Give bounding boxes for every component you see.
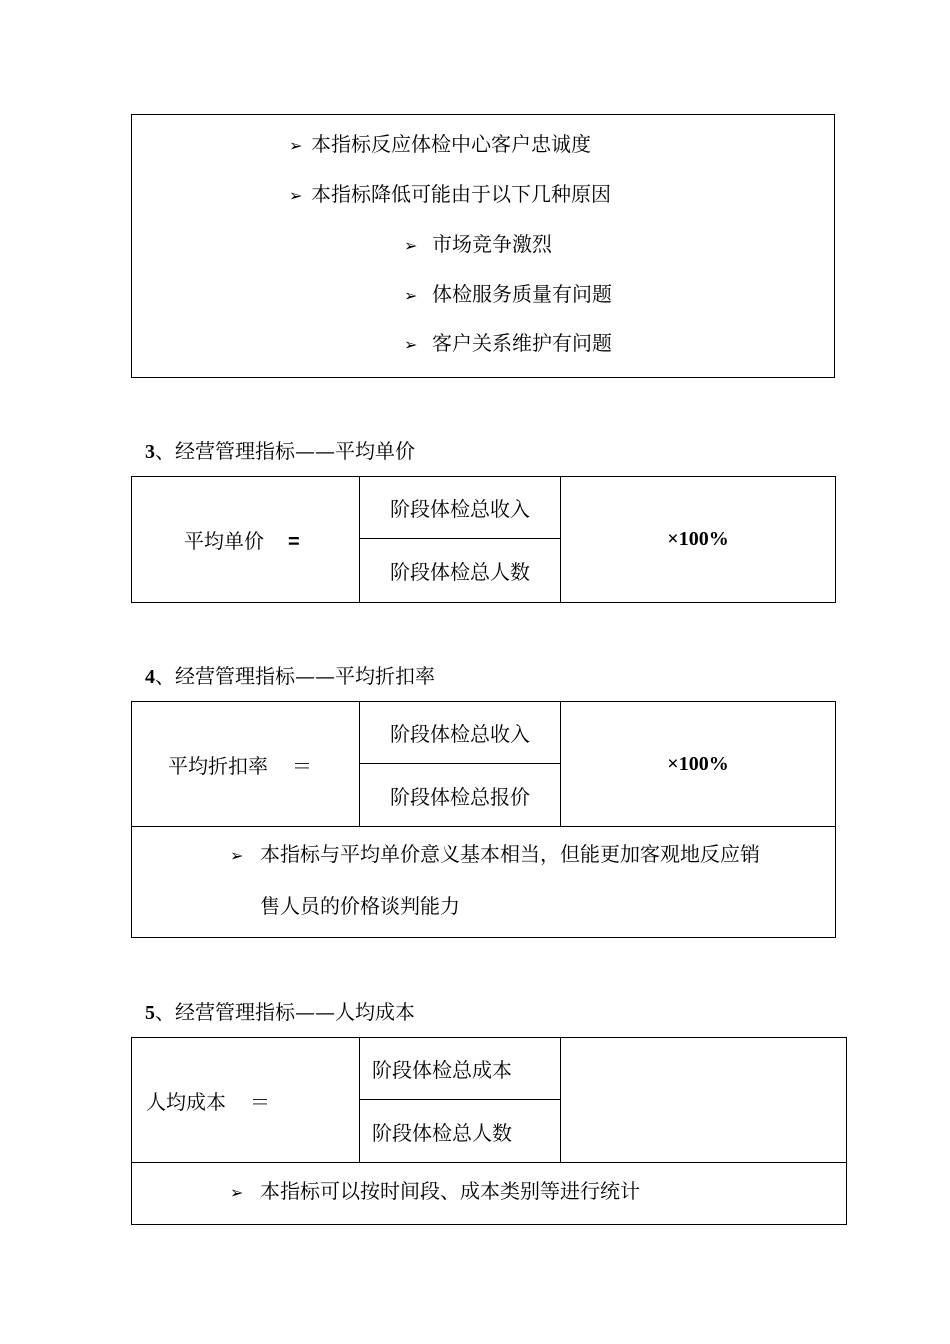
section-4-note-line-2: 售人员的价格谈判能力	[260, 894, 460, 918]
section-3-title: 、经营管理指标——平均单价	[155, 439, 415, 463]
intro-sub-bullet-1: ➢ 市场竞争激烈	[404, 232, 552, 256]
section-5-heading	[145, 996, 415, 1025]
section-3-formula-table	[131, 476, 836, 603]
section-4-formula-table	[131, 701, 836, 938]
intro-sub-bullet-2: ➢ 体检服务质量有问题	[404, 282, 612, 306]
section-5-lhs: 人均成本	[146, 1089, 226, 1114]
section-4-heading	[145, 660, 435, 689]
section-4-multiplier: ×100%	[561, 702, 836, 827]
section-4-numerator: 阶段体检总收入	[360, 702, 561, 764]
bullet-arrow-icon: ➢	[404, 335, 418, 354]
section-3-heading	[145, 435, 415, 464]
section-3-denominator: 阶段体检总人数	[360, 539, 561, 603]
section-4-title: 、经营管理指标——平均折扣率	[155, 664, 435, 688]
bullet-arrow-icon: ➢	[404, 236, 418, 255]
section-4-note-cell	[132, 827, 836, 938]
section-4-note-line-1: ➢ 本指标与平均单价意义基本相当，但能更加客观地反应销	[230, 829, 835, 881]
section-4-equals: ＝	[292, 753, 312, 778]
section-5-formula-table	[131, 1037, 847, 1225]
bullet-arrow-icon: ➢	[289, 186, 303, 205]
section-4-lhs-cell	[132, 702, 360, 827]
section-5-note: 本指标可以按时间段、成本类别等进行统计	[260, 1179, 640, 1203]
section-4-number: 4	[145, 666, 155, 688]
section-5-equals: ＝	[250, 1089, 270, 1114]
bullet-arrow-icon: ➢	[230, 846, 244, 865]
intro-bullet-2: ➢ 本指标降低可能由于以下几种原因	[289, 182, 611, 206]
section-5-note-cell	[132, 1163, 847, 1225]
section-4-denominator: 阶段体检总报价	[360, 764, 561, 827]
section-3-numerator: 阶段体检总收入	[360, 477, 561, 539]
section-5-denominator: 阶段体检总人数	[360, 1100, 561, 1163]
section-3-number: 3	[145, 441, 155, 463]
section-5-lhs-cell	[132, 1038, 360, 1163]
section-4-lhs: 平均折扣率	[168, 753, 268, 778]
section-3-lhs: 平均单价	[184, 529, 264, 553]
bullet-arrow-icon: ➢	[289, 136, 303, 155]
section-5-numerator: 阶段体检总成本	[360, 1038, 561, 1100]
section-3-multiplier: ×100%	[561, 477, 836, 603]
intro-sub-bullet-3: ➢ 客户关系维护有问题	[404, 331, 612, 355]
section-5-number: 5	[145, 1002, 155, 1024]
section-5-empty-cell	[561, 1038, 847, 1163]
section-5-title: 、经营管理指标——人均成本	[155, 1000, 415, 1024]
section-3-equals: =	[288, 531, 300, 553]
bullet-arrow-icon: ➢	[404, 286, 418, 305]
section-3-lhs-cell	[132, 477, 360, 603]
bullet-arrow-icon: ➢	[230, 1183, 244, 1202]
intro-bullet-1: ➢ 本指标反应体检中心客户忠诚度	[289, 132, 591, 156]
